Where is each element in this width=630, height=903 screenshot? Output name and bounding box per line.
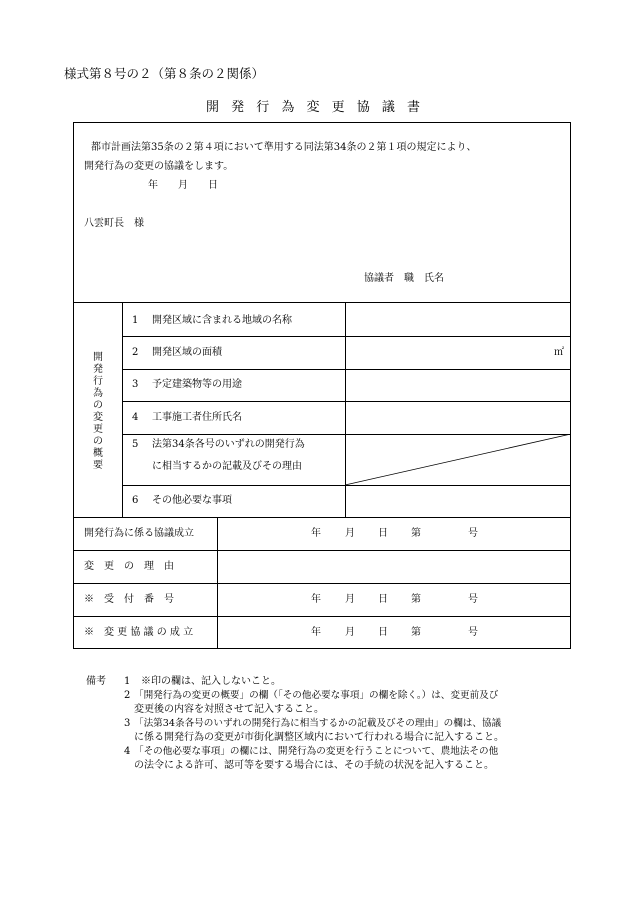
item-number: 2 — [132, 347, 139, 358]
date-field: 年 月 日 — [148, 180, 218, 191]
column-divider — [217, 517, 218, 649]
year-label: 年 — [311, 528, 321, 539]
row-divider — [73, 517, 571, 518]
row-divider — [122, 336, 571, 337]
item-number: 6 — [132, 495, 139, 506]
year-label: 年 — [311, 627, 321, 638]
item-number: 4 — [132, 412, 139, 423]
diagonal-slash — [345, 434, 571, 485]
change-consultation-established-label: ※ 変 更 協 議 の 成 立 — [84, 627, 194, 638]
number-suffix: 号 — [468, 627, 478, 638]
note-number: 4 — [124, 746, 131, 757]
item-label: 予定建築物等の用途 — [152, 379, 242, 390]
month-label: 月 — [345, 528, 355, 539]
row-divider — [73, 583, 571, 584]
month-label: 月 — [345, 627, 355, 638]
item-label: 工事施工者住所氏名 — [152, 412, 242, 423]
item-label: その他必要な事項 — [152, 495, 232, 506]
row-divider — [122, 369, 571, 370]
row-divider — [122, 485, 571, 486]
note-number: 2 — [124, 690, 131, 701]
overview-heading: 開発行為の変更の概要 — [93, 352, 103, 471]
month-label: 月 — [345, 594, 355, 605]
item-label: 開発区域に含まれる地域の名称 — [152, 315, 292, 326]
day-label: 日 — [378, 528, 388, 539]
area-unit: ㎡ — [554, 347, 564, 358]
signer-label: 協議者 職 氏名 — [364, 273, 444, 284]
note-text: ※印の欄は、記入しないこと。 — [141, 676, 281, 687]
number-suffix: 号 — [468, 528, 478, 539]
note-text-continued: 変更後の内容を対照させて記入すること。 — [134, 704, 324, 715]
day-label: 日 — [378, 627, 388, 638]
item-number: 5 — [132, 439, 139, 450]
consultation-established-label: 開発行為に係る協議成立 — [84, 528, 194, 539]
column-divider — [122, 302, 123, 517]
row-divider — [73, 616, 571, 617]
number-prefix: 第 — [411, 627, 421, 638]
note-number: 3 — [124, 718, 131, 729]
section-divider — [73, 302, 571, 303]
form-number-label: 様式第８号の２（第８条の２関係） — [64, 66, 265, 81]
note-text: 「法第34条各号のいずれの開発行為に相当するかの記載及びその理由」の欄は、協議 — [134, 718, 502, 729]
item-label: 開発区域の面積 — [152, 347, 222, 358]
day-label: 日 — [378, 594, 388, 605]
intro-line-1: 都市計画法第35条の２第４項において準用する同法第34条の２第１項の規定により、 — [91, 142, 477, 153]
receipt-number-label: ※ 受 付 番 号 — [84, 594, 174, 605]
item-number: 1 — [132, 315, 139, 326]
document-title: 開 発 行 為 変 更 協 議 書 — [205, 100, 425, 115]
year-label: 年 — [311, 594, 321, 605]
note-number: 1 — [124, 676, 131, 687]
note-text: 「その他必要な事項」の欄には、開発行為の変更を行うことについて、農地法その他 — [134, 746, 499, 757]
item-label-continued: に相当するかの記載及びその理由 — [152, 461, 302, 472]
addressee: 八雲町長 様 — [84, 218, 144, 229]
note-text-continued: に係る開発行為の変更が市街化調整区域内において行われる場合に記入すること。 — [134, 732, 504, 743]
number-prefix: 第 — [411, 528, 421, 539]
item-number: 3 — [132, 379, 139, 390]
note-text-continued: の法令による許可、認可等を要する場合には、その手続の状況を記入すること。 — [134, 760, 494, 771]
intro-line-2: 開発行為の変更の協議をします。 — [84, 161, 234, 172]
item-label: 法第34条各号のいずれの開発行為 — [152, 439, 305, 450]
change-reason-label: 変 更 の 理 由 — [84, 561, 174, 572]
row-divider — [122, 401, 571, 402]
number-suffix: 号 — [468, 594, 478, 605]
note-text: 「開発行為の変更の概要」の欄（「その他必要な事項」の欄を除く。）は、変更前及び — [134, 690, 499, 701]
notes-heading: 備考 — [86, 676, 106, 687]
row-divider — [73, 550, 571, 551]
number-prefix: 第 — [411, 594, 421, 605]
